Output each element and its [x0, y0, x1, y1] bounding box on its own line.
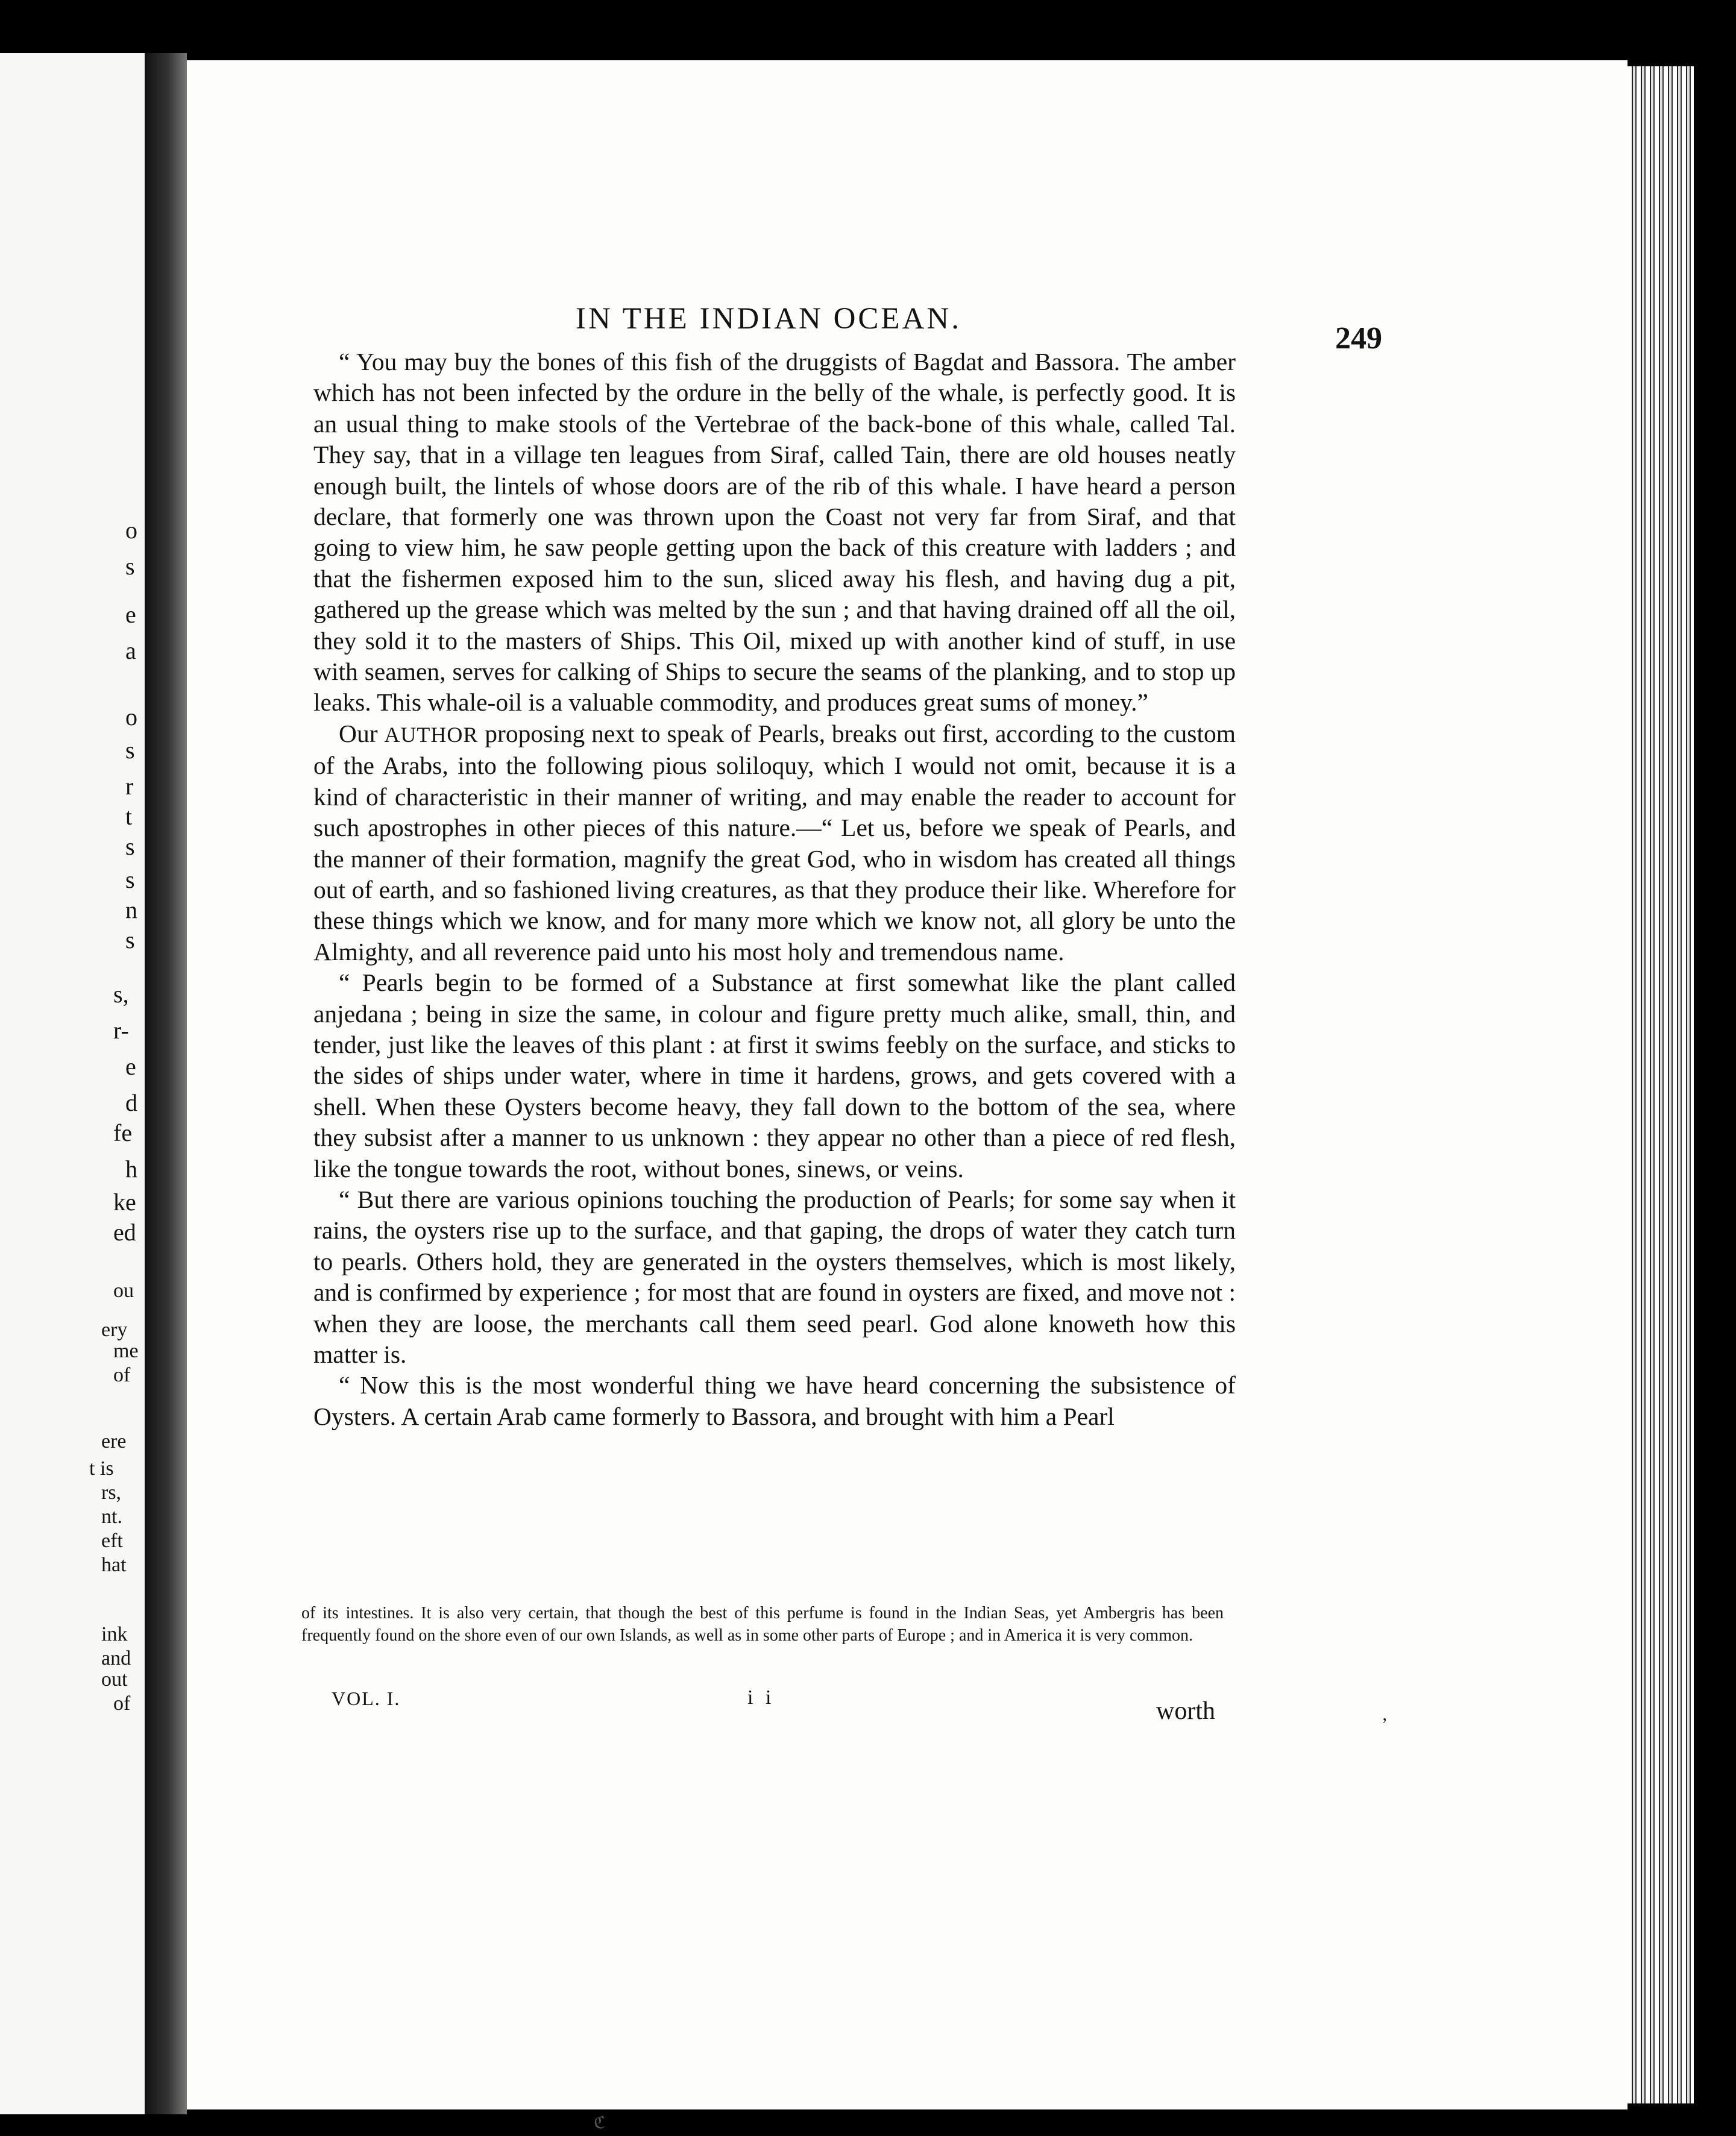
book-gutter — [145, 53, 187, 2114]
author-smallcaps: AUTHOR — [384, 722, 479, 747]
facing-page-fragment: rs, — [101, 1481, 122, 1504]
paragraph-1: “ You may buy the bones of this fish of the druggists of Bagdat and Bassora. The amber which has not been infected by the ordure in the belly of the whale, is perfectly good. It is an usual thing to make stools of the Vertebrae of the back-bone of this whale, called Tal. They say, that in a village ten leagues from Siraf, called Tain, there are old houses neatly enough built, the lintels of whose doors are of the rib of this whale. I have heard a person declare, that formerly one was thrown upon the Coast not very far from Siraf, and that going to view him, he saw people getting upon the back of this creature with ladders ; and that the fishermen exposed him to the sun, sliced away his flesh, and having dug a pit, gathered up the grease which was melted by the sun ; and that having drained off all the oil, they sold it to the masters of Ships. This Oil, mixed up with another kind of stuff, in use with seamen, serves for calking of Ships to secure the seams of the planking, and to stop up leaks. This whale-oil is a valuable commodity, and produces great sums of money.” — [313, 348, 1236, 717]
facing-page-fragment: n — [125, 896, 137, 923]
facing-page-fragment: t is — [89, 1457, 114, 1480]
facing-page-fragment: s — [125, 737, 135, 764]
page-number: 249 — [1335, 321, 1382, 356]
paragraph-2 — [313, 718, 1236, 967]
paragraph-3: “ Pearls begin to be formed of a Substance at first somewhat like the plant called anjedana ; being in size the same, in colour and figure pretty much alike, small, thin, and tender, just like the leaves of this plant : at first it swims feebly on the surface, and sticks to the sides of ships under water, where in time it hardens, grows, and gets covered with a shell. When these Oysters become heavy, they fall down to the bottom of the sea, where they subsist after a manner to us unknown : they appear no other than a piece of red flesh, like the tongue towards the root, without bones, sinews, or veins. — [313, 969, 1236, 1183]
para2-lead: Our — [339, 719, 378, 747]
facing-page-fragment: s — [125, 926, 135, 953]
paragraph-4: “ But there are various opinions touching the production of Pearls; for some say when it rains, the oysters rise up to the surface, and that gaping, the drops of water they catch turn to pearls. Others hold, they are generated in the oysters themselves, which is most likely, and is confirmed by experience ; for most that are found in oysters are fixed, and move not : when they are loose, the merchants call them seed pearl. God alone knoweth how this matter is. — [313, 1185, 1236, 1368]
facing-page-fragment: t — [125, 803, 133, 830]
facing-page-fragment: o — [125, 703, 137, 730]
body-text — [313, 347, 1236, 1432]
facing-page-fragment: ou — [113, 1280, 134, 1302]
facing-page-fragment: ed — [113, 1219, 136, 1246]
facing-page-fragment: ke — [113, 1189, 136, 1216]
facing-page-fragment: s — [125, 833, 135, 860]
facing-page-fragment: ery — [101, 1319, 128, 1341]
paragraph-5: “ Now this is the most wonderful thing we have heard concerning the subsistence of Oysters. A certain Arab came formerly to Bassora, and brought with him a Pearl — [313, 1371, 1236, 1430]
signature-mark: i i — [747, 1686, 775, 1709]
facing-page-edge — [0, 53, 145, 2114]
facing-page-fragment: out — [101, 1668, 128, 1691]
facing-page-fragment: s, — [113, 981, 129, 1008]
facing-page-fragment: hat — [101, 1554, 127, 1576]
facing-page-fragment: and — [101, 1647, 131, 1670]
facing-page-fragment: a — [125, 637, 136, 664]
footnote: of its intestines. It is also very certain, that though the best of this perfume is found in the Indian Seas, yet Ambergris has been frequently found on the shore even of our own Islands, as well as in some other parts of Europe ; and in America it is very common. — [301, 1604, 1224, 1645]
facing-page-fragment: e — [125, 1053, 136, 1080]
facing-page-fragment: of — [113, 1364, 131, 1386]
facing-page-fragment: nt. — [101, 1506, 122, 1528]
volume-label: VOL. I. — [332, 1688, 401, 1709]
facing-page-fragment: h — [125, 1155, 137, 1183]
running-head: IN THE INDIAN OCEAN. — [576, 302, 961, 336]
facing-page-fragment: r- — [113, 1017, 129, 1044]
para2-rest: proposing next to speak of Pearls, breaks out first, according to the custom of the Arabs, into the following pious soliloquy, which I would not omit, because it is a kind of characteristic in their manner of writing, and may enable the reader to account for such apostrophes in other pieces of this nature.—“ Let us, before we speak of Pearls, and the manner of their formation, magnify the great God, who in wisdom has created all things out of earth, and so fashioned living creatures, as that they produce their like. Wherefore for these things which we know, and for many more which we know not, all glory be unto the Almighty, and all reverence paid unto his most holy and tremendous name. — [313, 719, 1236, 966]
facing-page-fragment: s — [125, 866, 135, 893]
facing-page-fragment: s — [125, 553, 135, 580]
facing-page-fragment: fe — [113, 1119, 133, 1146]
facing-page-fragment: of — [113, 1692, 131, 1715]
page-edges — [1628, 66, 1694, 2103]
facing-page-fragment: eft — [101, 1530, 123, 1552]
facing-page-fragment: o — [125, 517, 137, 544]
facing-page-fragment: d — [125, 1089, 137, 1116]
facing-page-fragment: me — [113, 1340, 139, 1362]
facing-page-fragment: ere — [101, 1430, 127, 1453]
catchword: worth — [1156, 1697, 1215, 1725]
facing-page-fragment: e — [125, 601, 136, 628]
facing-page-fragment: ink — [101, 1623, 128, 1645]
ink-mark: ʼ — [1382, 1715, 1388, 1735]
facing-page-fragment: r — [125, 773, 134, 800]
bottom-blot: ℭ — [594, 2114, 606, 2132]
